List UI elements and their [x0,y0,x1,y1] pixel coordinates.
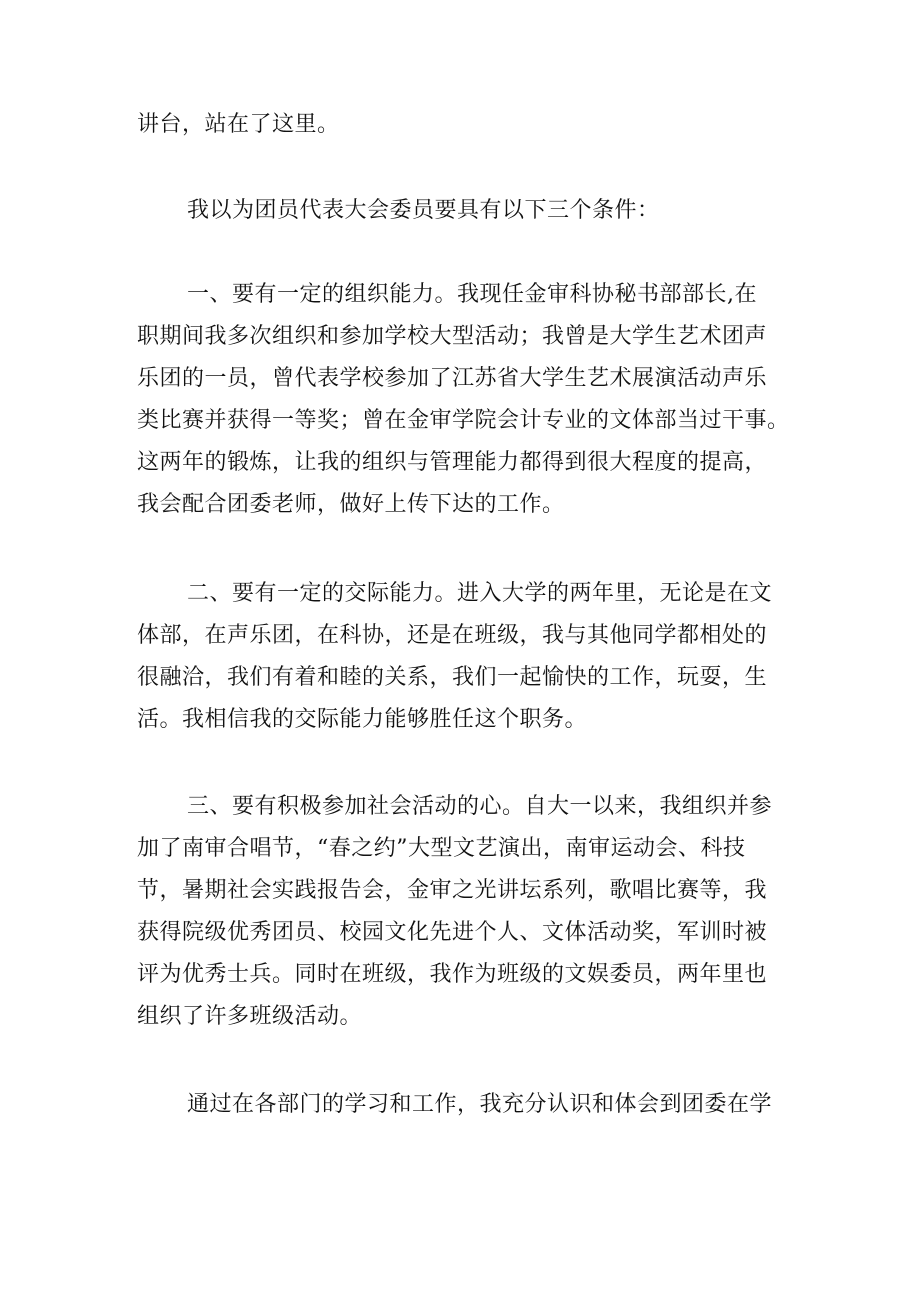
paragraph-2-line-0: 一、要有一定的组织能力。我现任金审科协秘书部部长,在 [187,282,757,307]
paragraph-3-line-0: 二、要有一定的交际能力。进入大学的两年里，无论是在文 [187,581,773,606]
paragraph-2-line-2: 乐团的一员，曾代表学校参加了江苏省大学生艺术展演活动声乐 [137,366,768,391]
paragraph-4-line-4: 评为优秀士兵。同时在班级，我作为班级的文娱委员，两年里也 [137,962,768,987]
paragraph-4-line-2: 节，暑期社会实践报告会，金审之光讲坛系列，歌唱比赛等，我 [137,878,768,903]
paragraph-2-line-3: 类比赛并获得一等奖；曾在金审学院会计专业的文体部当过干事。 [137,408,790,433]
paragraph-4-line-5: 组织了许多班级活动。 [137,1004,363,1029]
paragraph-3-line-1: 体部，在声乐团，在科协，还是在班级，我与其他同学都相处的 [137,623,768,648]
paragraph-2-line-4: 这两年的锻炼，让我的组织与管理能力都得到很大程度的提高， [137,450,768,475]
paragraph-5-line-0: 通过在各部门的学习和工作，我充分认识和体会到团委在学 [187,1092,773,1117]
paragraph-3-line-3: 活。我相信我的交际能力能够胜任这个职务。 [137,707,588,732]
paragraph-3-line-2: 很融洽，我们有着和睦的关系，我们一起愉快的工作，玩耍，生 [137,665,768,690]
paragraph-4-line-0: 三、要有积极参加社会活动的心。自大一以来，我组织并参 [187,794,773,819]
paragraph-0-line-0: 讲台，站在了这里。 [137,112,340,137]
paragraph-2-line-1: 职期间我多次组织和参加学校大型活动；我曾是大学生艺术团声 [137,324,768,349]
paragraph-4-line-1: 加了南审合唱节，“春之约”大型文艺演出，南审运动会、科技 [137,836,746,861]
paragraph-1-line-0: 我以为团员代表大会委员要具有以下三个条件： [187,198,660,223]
paragraph-4-line-3: 获得院级优秀团员、校园文化先进个人、文体活动奖，军训时被 [137,920,768,945]
paragraph-2-line-5: 我会配合团委老师，做好上传下达的工作。 [137,492,565,517]
